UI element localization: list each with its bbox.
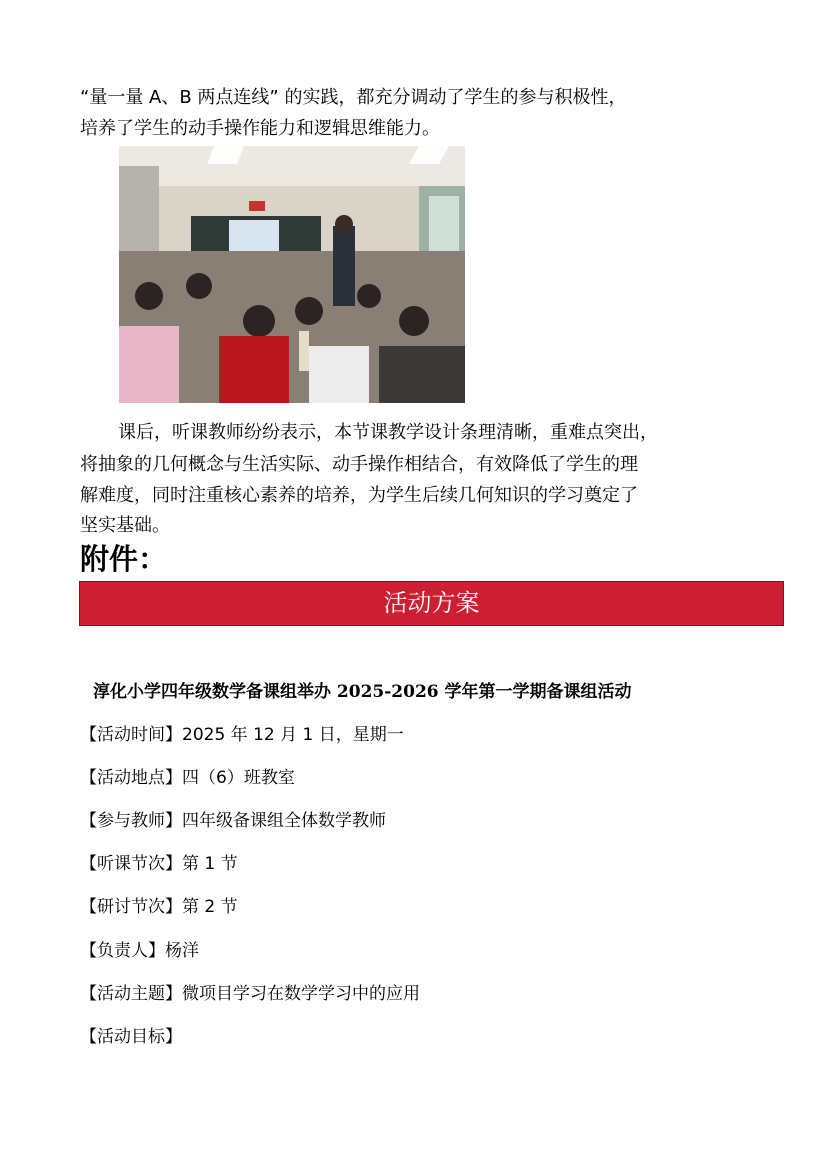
paragraph-2-line-3: 解难度，同时注重核心素养的培养，为学生后续几何知识的学习奠定了 (80, 485, 638, 506)
paragraph-1-line-2: 培养了学生的动手操作能力和逻辑思维能力。 (80, 118, 440, 139)
plan-title: 淳化小学四年级数学备课组举办 2025-2026 学年第一学期备课组活动 (93, 682, 632, 702)
field-observation-period: 【听课节次】第 1 节 (80, 854, 238, 874)
paragraph-1-line-1: “量一量 A、B 两点连线” 的实践，都充分调动了学生的参与积极性， (80, 87, 627, 108)
paragraph-2-line-2: 将抽象的几何概念与生活实际、动手操作相结合，有效降低了学生的理 (80, 454, 638, 475)
field-activity-location: 【活动地点】四（6）班教室 (80, 768, 295, 788)
paragraph-2-line-1: 课后，听课教师纷纷表示，本节课教学设计条理清晰，重难点突出， (118, 422, 658, 443)
field-participating-teachers: 【参与教师】四年级备课组全体数学教师 (80, 811, 386, 831)
field-activity-time: 【活动时间】2025 年 12 月 1 日，星期一 (80, 725, 404, 745)
activity-plan-banner: 活动方案 (79, 581, 784, 626)
field-person-in-charge: 【负责人】杨洋 (80, 941, 199, 961)
field-activity-theme: 【活动主题】微项目学习在数学学习中的应用 (80, 984, 420, 1004)
paragraph-2-line-4: 坚实基础。 (80, 515, 170, 536)
classroom-photo-illustration (119, 146, 465, 403)
field-discussion-period: 【研讨节次】第 2 节 (80, 897, 238, 917)
field-activity-goals: 【活动目标】 (80, 1027, 182, 1047)
classroom-photo (119, 146, 465, 403)
attachment-heading: 附件： (80, 542, 168, 576)
